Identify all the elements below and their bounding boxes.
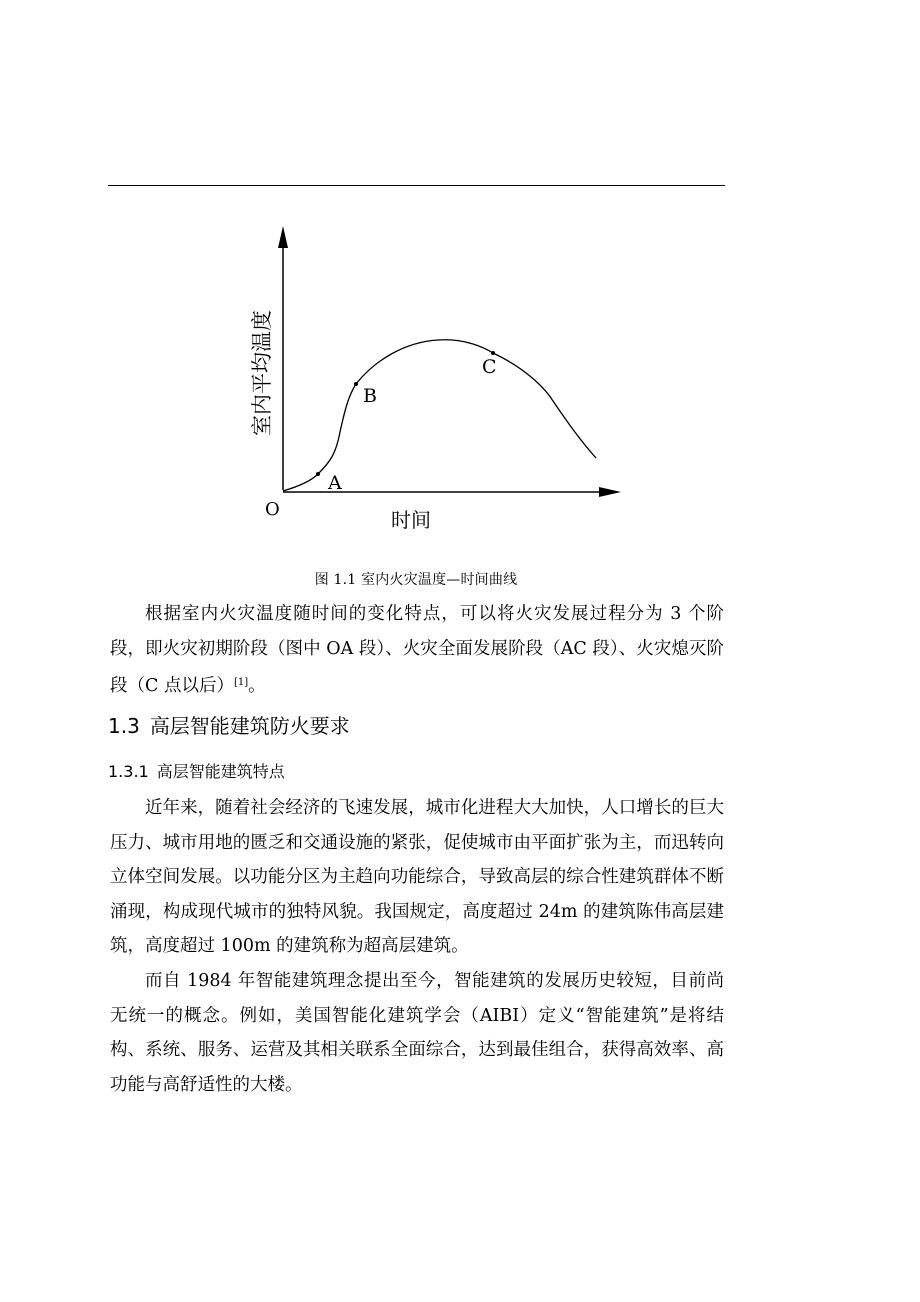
paragraph-intelligent-building-definition: 而自 1984 年智能建筑理念提出至今，智能建筑的发展历史较短，目前尚无统一的概念。例如，美国智能化建筑学会（AIBI）定义“智能建筑”是将结构、系统、服务、运营及其相关联系全面综合，达到最佳组合，获得高效率、高功能与高舒适性的大楼。 bbox=[110, 971, 724, 1095]
citation-1: [1] bbox=[233, 677, 249, 688]
paragraph-fire-stages-end: 。 bbox=[248, 676, 266, 696]
paragraph-fire-stages bbox=[110, 597, 724, 704]
point-b-marker bbox=[354, 382, 358, 386]
figure-caption: 图 1.1 室内火灾温度—时间曲线 bbox=[314, 572, 518, 588]
y-axis-label: 室内平均温度 bbox=[250, 310, 274, 436]
paragraph-fire-stages-text: 根据室内火灾温度随时间的变化特点，可以将火灾发展过程分为 3 个阶段，即火灾初期阶段（图中 OA 段）、火灾全面发展阶段（AC 段）、火灾熄灭阶段（C 点以后） bbox=[110, 604, 724, 696]
section-number: 1.3 bbox=[108, 714, 140, 738]
x-axis-label: 时间 bbox=[391, 508, 431, 532]
header-rule bbox=[108, 185, 725, 186]
subsection-title: 高层智能建筑特点 bbox=[156, 762, 285, 781]
paragraph-building-features: 近年来，随着社会经济的飞速发展，城市化进程大大加快，人口增长的巨大压力、城市用地的匮乏和交通设施的紧张，促使城市由平面扩张为主，而迅转向立体空间发展。以功能分区为主趋向功能综合，导致高层的综合性建筑群体不断涌现，构成现代城市的独特风貌。我国规定，高度超过 24m 的建筑陈伟高层建筑，高度超过 100m 的建筑称为超高层建筑。 bbox=[110, 798, 724, 956]
section-title: 高层智能建筑防火要求 bbox=[149, 714, 350, 738]
origin-label: O bbox=[265, 499, 280, 520]
temperature-time-curve-diagram bbox=[240, 218, 640, 538]
point-c-label: C bbox=[482, 356, 497, 378]
point-a-label: A bbox=[328, 472, 342, 494]
point-b-label: B bbox=[363, 385, 377, 407]
section-heading-1-3 bbox=[108, 710, 350, 739]
point-c-marker bbox=[491, 351, 495, 355]
subsection-number: 1.3.1 bbox=[108, 762, 149, 781]
temperature-time-figure bbox=[240, 218, 640, 538]
x-axis-arrow bbox=[599, 487, 621, 497]
point-a-marker bbox=[316, 472, 320, 476]
subsection-heading-1-3-1 bbox=[108, 759, 285, 782]
y-axis-arrow bbox=[278, 226, 288, 248]
temperature-curve bbox=[283, 340, 596, 491]
